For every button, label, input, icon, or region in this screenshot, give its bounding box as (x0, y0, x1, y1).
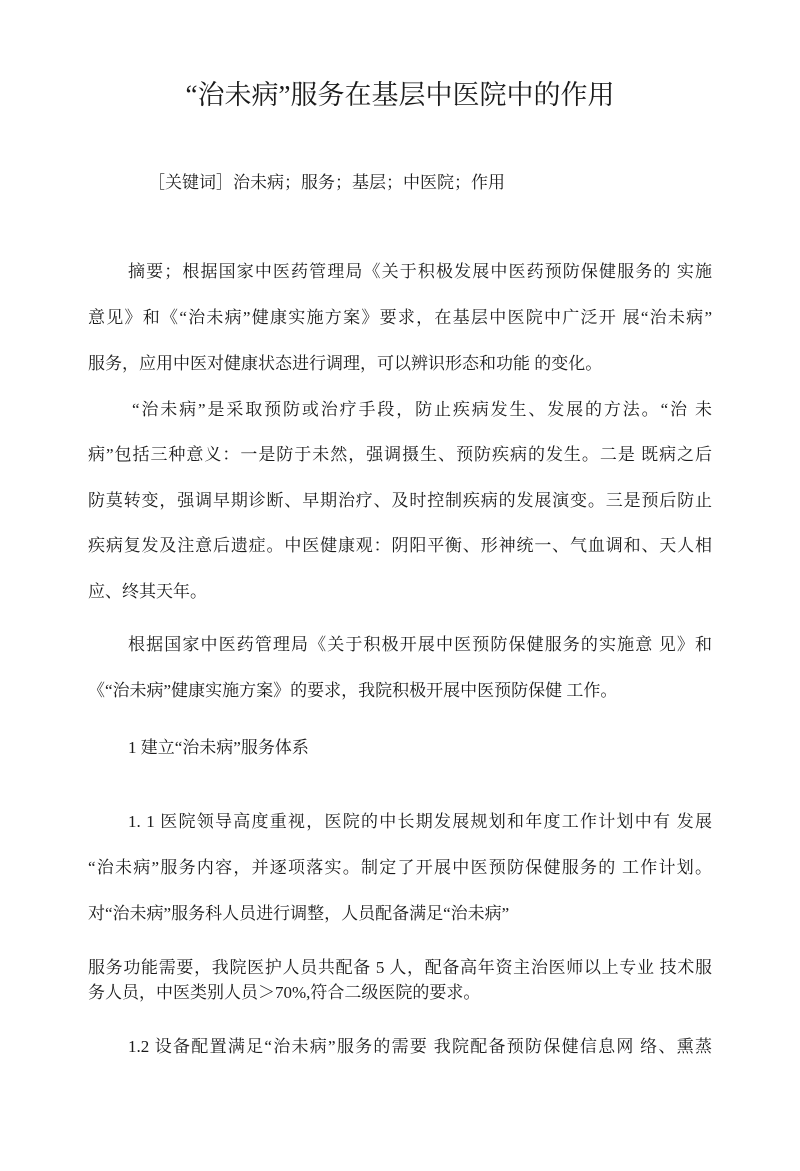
paragraph-line: 根据国家中医药管理局《关于积极开展中医预防保健服务的实施意 见》和 (128, 635, 712, 654)
paragraph-line: 1.2 设备配置满足“治未病”服务的需要 我院配备预防保健信息网 络、熏蒸 (128, 1037, 712, 1056)
paragraph-line: “治未病”是采取预防或治疗手段，防止疾病发生、发展的方法。“治 未 (132, 400, 712, 419)
keywords: ［关键词］治未病；服务；基层；中医院；作用 (148, 173, 505, 192)
paragraph-line: 意见》和《“治未病”健康实施方案》要求，在基层中医院中广泛开 展“治未病” (88, 308, 712, 327)
paragraph-line: “治未病”服务内容，并逐项落实。制定了开展中医预防保健服务的 工作计划。 (88, 858, 712, 877)
paragraph-line: 摘要；根据国家中医药管理局《关于积极发展中医药预防保健服务的 实施 (128, 262, 712, 281)
section-heading: 1 建立“治未病”服务体系 (128, 738, 309, 757)
paragraph-line: 服务功能需要，我院医护人员共配备 5 人，配备高年资主治医师以上专业 技术服 (88, 958, 712, 977)
paragraph-line: 对“治未病”服务科人员进行调整，人员配备满足“治未病” (88, 904, 510, 923)
paragraph-line: 应、终其天年。 (88, 582, 207, 601)
document-title: “治未病”服务在基层中医院中的作用 (185, 80, 615, 110)
paragraph-line: 服务，应用中医对健康状态进行调理，可以辨识形态和功能 的变化。 (88, 354, 603, 373)
paragraph-line: 务人员，中医类别人员＞70%,符合二级医院的要求。 (88, 983, 481, 1002)
paragraph-line: 《“治未病”健康实施方案》的要求，我院积极开展中医预防保健 工作。 (88, 681, 618, 700)
paragraph-line: 1. 1 医院领导高度重视，医院的中长期发展规划和年度工作计划中有 发展 (128, 812, 712, 831)
paragraph-line: 病”包括三种意义：一是防于未然，强调摄生、预防疾病的发生。二是 既病之后 (88, 445, 712, 464)
paragraph-line: 防莫转变，强调早期诊断、早期治疗、及时控制疾病的发展演变。三是预后防止 (88, 491, 712, 510)
paragraph-line: 疾病复发及注意后遗症。中医健康观：阴阳平衡、形神统一、气血调和、天人相 (88, 536, 712, 555)
